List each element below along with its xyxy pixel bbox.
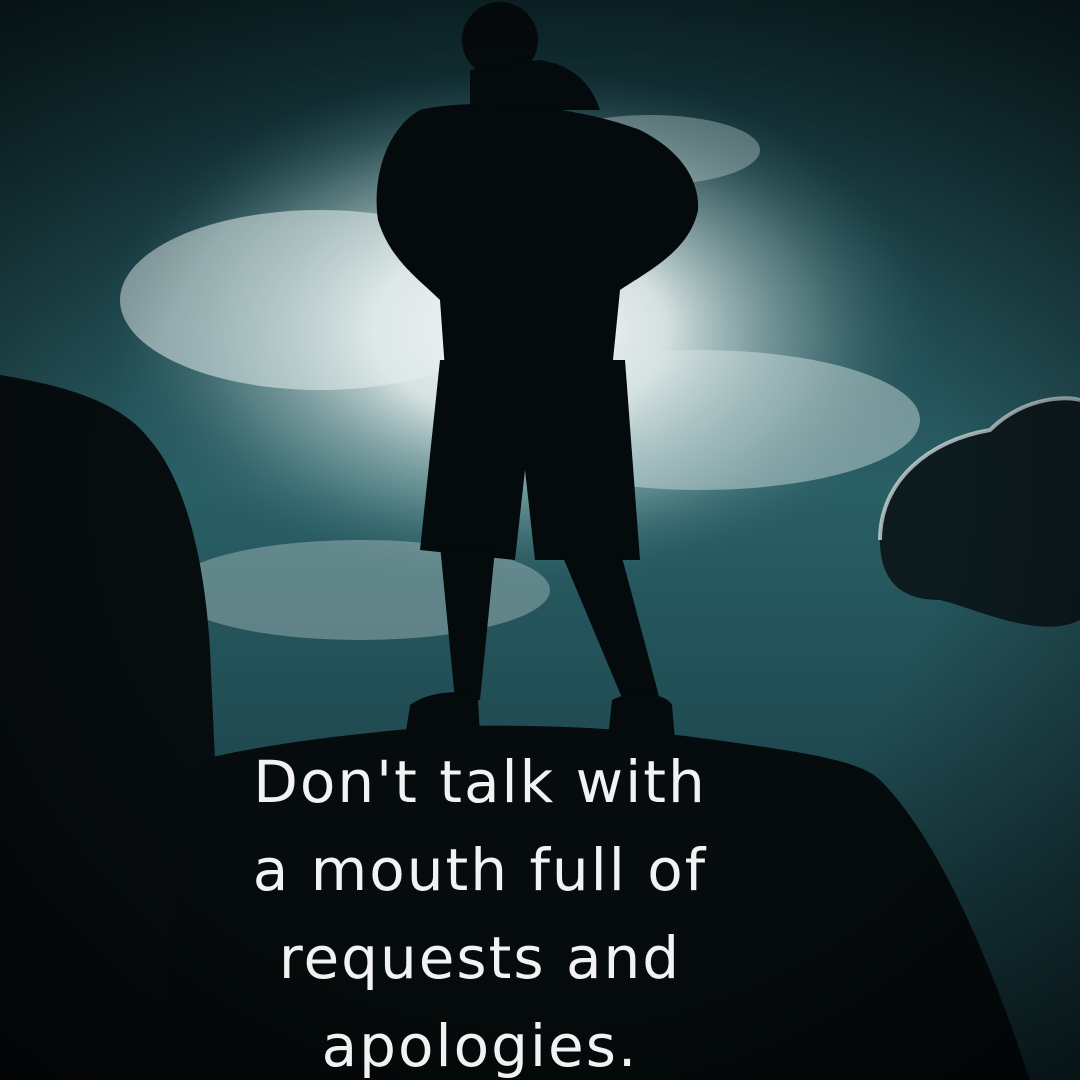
quote-line-4: apologies. — [321, 1012, 639, 1080]
quote-text — [0, 738, 960, 1080]
quote-line-2: a mouth full of — [252, 836, 708, 904]
quote-line-1: Don't talk with — [253, 748, 707, 816]
quote-line-3: requests and — [278, 924, 682, 992]
